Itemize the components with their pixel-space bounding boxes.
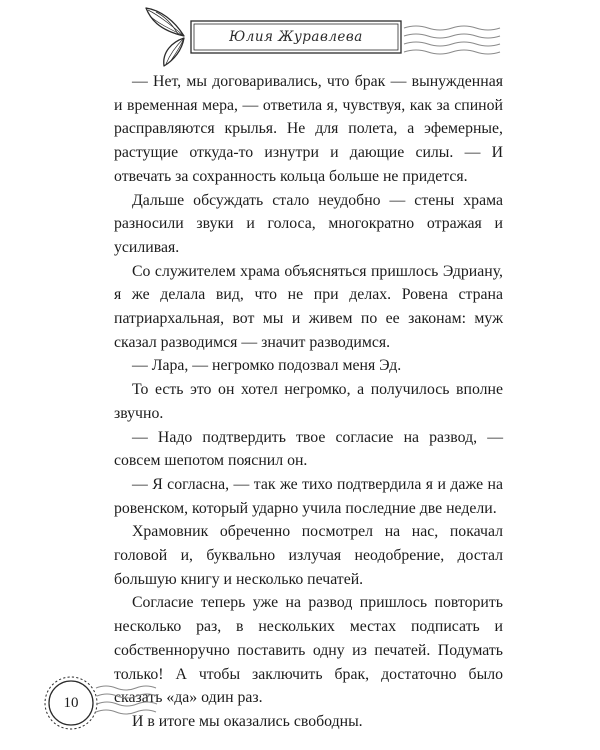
paragraph: — Нет, мы договаривались, что брак — вынужденная и временная мера, — ответила я, чувствуя, как за спиной расправляются крылья. Не для полета, а эфемерные, растущие откуда-то изнутри и дающие силы. — И отвечать за сохранность кольца больше не придется.: [114, 73, 503, 185]
paragraph: — Я согласна, — так же тихо подтвердила я и даже на ровенском, который ударно учила последние две недели.: [114, 475, 503, 517]
page-number: 10: [63, 694, 79, 711]
paragraph: — Надо подтвердить твое согласие на развод, — совсем шепотом пояснил он.: [114, 428, 503, 470]
paragraph: То есть это он хотел негромко, а получилось вполне звучно.: [114, 381, 503, 422]
paragraph: Согласие теперь уже на развод пришлось повторить несколько раз, в нескольких местах подписать и собственноручно поставить одну из печатей. Подумать только! А чтобы заключить брак, достаточно было сказать «да» один раз.: [114, 594, 503, 707]
wavy-postmark-lines-icon: [402, 22, 502, 56]
author-name: Юлия Журавлева: [229, 29, 363, 45]
running-header: [190, 20, 402, 54]
paragraph: Храмовник обреченно посмотрел на нас, покачал головой и, буквально излучая неодобрение, достал большую книгу и несколько печатей.: [114, 523, 503, 588]
main-text: [114, 70, 503, 734]
page-number-stamp: [44, 670, 164, 736]
paragraph: Дальше обсуждать стало неудобно — стены храма разносили звуки и голоса, многократно отражая и усиливая.: [114, 191, 503, 256]
butterfly-wing-icon: [138, 6, 190, 68]
paragraph: Со служителем храма объясняться пришлось Эдриану, я же делала вид, что не при делах. Ровена страна патриархальная, вот мы и живем по ее законам: муж сказал разводимся — значит разводимся.: [114, 262, 503, 351]
paragraph: И в итоге мы оказались свободны.: [132, 712, 363, 730]
paragraph: — Лара, — негромко подозвал меня Эд.: [132, 357, 402, 375]
